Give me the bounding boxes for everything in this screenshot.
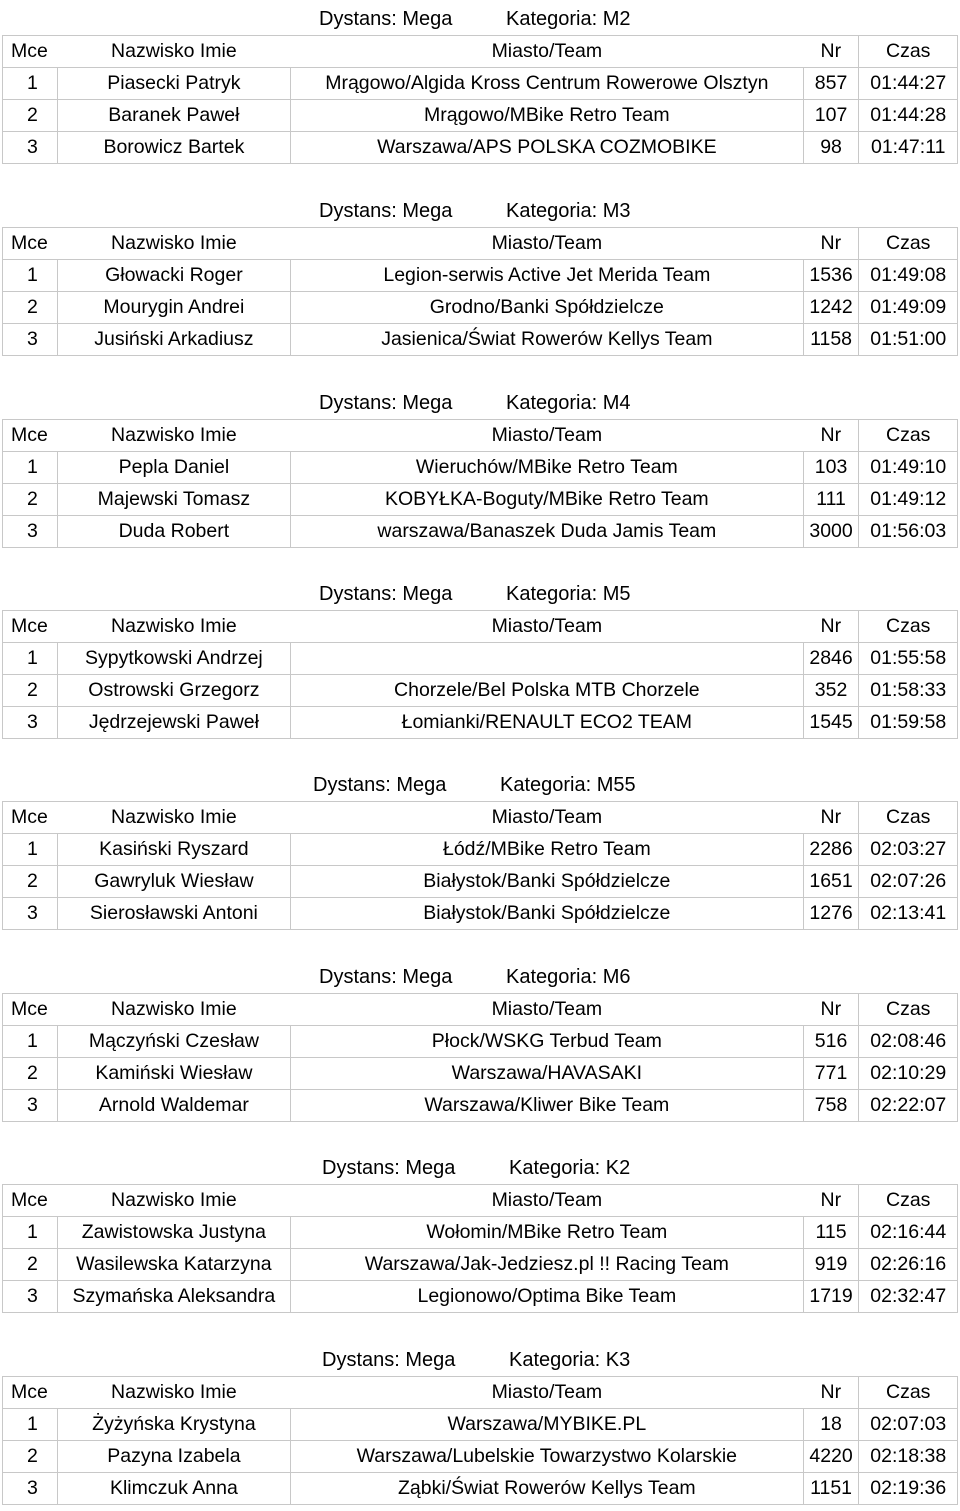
header-nr: Nr (803, 420, 859, 452)
cell-mce: 3 (3, 1090, 58, 1122)
cell-mce: 2 (3, 1441, 58, 1473)
cell-nr: 98 (803, 132, 859, 164)
header-mce: Mce (3, 802, 58, 834)
header-czas: Czas (859, 1377, 958, 1409)
table-row (3, 1281, 958, 1313)
table-row (3, 68, 958, 100)
table-header-row (3, 802, 958, 834)
cell-mce: 1 (3, 1026, 58, 1058)
cell-mce: 2 (3, 675, 58, 707)
cell-nr: 758 (803, 1090, 859, 1122)
cell-nr: 1158 (803, 324, 859, 356)
category-block (2, 577, 958, 739)
cell-team (291, 643, 804, 675)
table-row (3, 452, 958, 484)
results-table (2, 993, 958, 1122)
cell-mce: 3 (3, 516, 58, 548)
header-team: Miasto/Team (291, 36, 804, 68)
category-block (2, 960, 958, 1122)
cell-name: Sierosławski Antoni (57, 898, 290, 930)
cell-nr: 18 (803, 1409, 859, 1441)
distance-label: Dystans: Mega (313, 774, 447, 796)
cell-czas: 02:13:41 (859, 898, 958, 930)
table-header-row (3, 611, 958, 643)
table-row (3, 1249, 958, 1281)
cell-name: Majewski Tomasz (57, 484, 290, 516)
cell-mce: 2 (3, 484, 58, 516)
cell-czas: 02:32:47 (859, 1281, 958, 1313)
cell-team: Warszawa/HAVASAKI (291, 1058, 804, 1090)
cell-team: Legionowo/Optima Bike Team (291, 1281, 804, 1313)
table-header-row (3, 994, 958, 1026)
cell-team: Jasienica/Świat Rowerów Kellys Team (291, 324, 804, 356)
results-table (2, 1376, 958, 1505)
cell-mce: 3 (3, 132, 58, 164)
cell-nr: 103 (803, 452, 859, 484)
cell-mce: 3 (3, 898, 58, 930)
cell-czas: 01:55:58 (859, 643, 958, 675)
cell-name: Zawistowska Justyna (57, 1217, 290, 1249)
table-row (3, 484, 958, 516)
distance-label: Dystans: Mega (319, 966, 453, 988)
cell-czas: 02:26:16 (859, 1249, 958, 1281)
cell-mce: 1 (3, 452, 58, 484)
table-row (3, 707, 958, 739)
cell-nr: 771 (803, 1058, 859, 1090)
table-row (3, 1090, 958, 1122)
category-label: Kategoria: M6 (506, 966, 631, 988)
header-team: Miasto/Team (291, 611, 804, 643)
header-nr: Nr (803, 1185, 859, 1217)
header-czas: Czas (859, 802, 958, 834)
results-table (2, 610, 958, 739)
cell-nr: 919 (803, 1249, 859, 1281)
cell-mce: 2 (3, 1058, 58, 1090)
cell-team: Grodno/Banki Spółdzielcze (291, 292, 804, 324)
cell-name: Jędrzejewski Paweł (57, 707, 290, 739)
cell-name: Kasiński Ryszard (57, 834, 290, 866)
table-row (3, 324, 958, 356)
cell-name: Sypytkowski Andrzej (57, 643, 290, 675)
cell-czas: 01:44:27 (859, 68, 958, 100)
cell-team: Warszawa/Kliwer Bike Team (291, 1090, 804, 1122)
table-row (3, 292, 958, 324)
category-label: Kategoria: M4 (506, 392, 631, 414)
cell-czas: 02:16:44 (859, 1217, 958, 1249)
category-label: Kategoria: M5 (506, 583, 631, 605)
header-name: Nazwisko Imie (57, 994, 290, 1026)
table-row (3, 1217, 958, 1249)
table-header-row (3, 1377, 958, 1409)
cell-name: Piasecki Patryk (57, 68, 290, 100)
cell-mce: 2 (3, 866, 58, 898)
cell-name: Arnold Waldemar (57, 1090, 290, 1122)
table-row (3, 866, 958, 898)
cell-nr: 4220 (803, 1441, 859, 1473)
cell-mce: 1 (3, 1217, 58, 1249)
cell-czas: 02:19:36 (859, 1473, 958, 1505)
cell-name: Jusiński Arkadiusz (57, 324, 290, 356)
header-mce: Mce (3, 228, 58, 260)
cell-team: Warszawa/MYBIKE.PL (291, 1409, 804, 1441)
cell-nr: 1276 (803, 898, 859, 930)
distance-label: Dystans: Mega (319, 392, 453, 414)
cell-name: Baranek Paweł (57, 100, 290, 132)
cell-nr: 1719 (803, 1281, 859, 1313)
table-row (3, 260, 958, 292)
cell-team: Płock/WSKG Terbud Team (291, 1026, 804, 1058)
table-header-row (3, 1185, 958, 1217)
cell-team: Łódź/MBike Retro Team (291, 834, 804, 866)
table-header-row (3, 228, 958, 260)
cell-czas: 02:22:07 (859, 1090, 958, 1122)
category-block (2, 1343, 958, 1505)
header-mce: Mce (3, 611, 58, 643)
header-name: Nazwisko Imie (57, 1377, 290, 1409)
cell-czas: 02:08:46 (859, 1026, 958, 1058)
cell-czas: 02:10:29 (859, 1058, 958, 1090)
cell-nr: 111 (803, 484, 859, 516)
cell-team: Łomianki/RENAULT ECO2 TEAM (291, 707, 804, 739)
cell-mce: 3 (3, 707, 58, 739)
cell-czas: 01:49:12 (859, 484, 958, 516)
results-table (2, 35, 958, 164)
cell-nr: 3000 (803, 516, 859, 548)
header-mce: Mce (3, 36, 58, 68)
header-nr: Nr (803, 802, 859, 834)
cell-czas: 01:59:58 (859, 707, 958, 739)
distance-label: Dystans: Mega (322, 1157, 456, 1179)
cell-name: Ostrowski Grzegorz (57, 675, 290, 707)
cell-nr: 1536 (803, 260, 859, 292)
table-row (3, 834, 958, 866)
cell-czas: 01:49:08 (859, 260, 958, 292)
results-table (2, 227, 958, 356)
cell-nr: 107 (803, 100, 859, 132)
cell-czas: 02:07:03 (859, 1409, 958, 1441)
cell-name: Mączyński Czesław (57, 1026, 290, 1058)
cell-czas: 02:03:27 (859, 834, 958, 866)
cell-czas: 01:44:28 (859, 100, 958, 132)
cell-nr: 857 (803, 68, 859, 100)
header-name: Nazwisko Imie (57, 802, 290, 834)
header-czas: Czas (859, 611, 958, 643)
table-row (3, 675, 958, 707)
header-name: Nazwisko Imie (57, 611, 290, 643)
cell-czas: 01:58:33 (859, 675, 958, 707)
header-team: Miasto/Team (291, 994, 804, 1026)
cell-name: Kamiński Wiesław (57, 1058, 290, 1090)
table-row (3, 1058, 958, 1090)
category-block (2, 386, 958, 548)
category-title (2, 960, 958, 993)
cell-team: Białystok/Banki Spółdzielcze (291, 898, 804, 930)
header-nr: Nr (803, 611, 859, 643)
cell-team: warszawa/Banaszek Duda Jamis Team (291, 516, 804, 548)
cell-czas: 02:18:38 (859, 1441, 958, 1473)
cell-team: Mrągowo/Algida Kross Centrum Rowerowe Olsztyn (291, 68, 804, 100)
header-mce: Mce (3, 1377, 58, 1409)
cell-team: Wieruchów/MBike Retro Team (291, 452, 804, 484)
cell-team: Wołomin/MBike Retro Team (291, 1217, 804, 1249)
category-block (2, 194, 958, 356)
cell-mce: 1 (3, 68, 58, 100)
category-block (2, 2, 958, 164)
table-row (3, 1026, 958, 1058)
cell-czas: 01:56:03 (859, 516, 958, 548)
cell-mce: 2 (3, 292, 58, 324)
distance-label: Dystans: Mega (319, 8, 453, 30)
cell-nr: 1151 (803, 1473, 859, 1505)
category-title (2, 768, 958, 801)
header-name: Nazwisko Imie (57, 1185, 290, 1217)
distance-label: Dystans: Mega (319, 200, 453, 222)
table-row (3, 1409, 958, 1441)
cell-czas: 01:51:00 (859, 324, 958, 356)
header-nr: Nr (803, 228, 859, 260)
distance-label: Dystans: Mega (319, 583, 453, 605)
cell-nr: 1651 (803, 866, 859, 898)
cell-team: Warszawa/APS POLSKA COZMOBIKE (291, 132, 804, 164)
cell-name: Szymańska Aleksandra (57, 1281, 290, 1313)
header-team: Miasto/Team (291, 802, 804, 834)
cell-name: Wasilewska Katarzyna (57, 1249, 290, 1281)
cell-czas: 02:07:26 (859, 866, 958, 898)
category-label: Kategoria: K3 (509, 1349, 631, 1371)
category-title (2, 1151, 958, 1184)
distance-label: Dystans: Mega (322, 1349, 456, 1371)
category-title (2, 194, 958, 227)
results-table (2, 419, 958, 548)
table-header-row (3, 420, 958, 452)
header-mce: Mce (3, 994, 58, 1026)
cell-mce: 3 (3, 324, 58, 356)
header-name: Nazwisko Imie (57, 420, 290, 452)
header-name: Nazwisko Imie (57, 36, 290, 68)
cell-czas: 01:49:09 (859, 292, 958, 324)
cell-team: Mrągowo/MBike Retro Team (291, 100, 804, 132)
cell-nr: 115 (803, 1217, 859, 1249)
cell-name: Gawryluk Wiesław (57, 866, 290, 898)
cell-czas: 01:49:10 (859, 452, 958, 484)
table-row (3, 643, 958, 675)
header-name: Nazwisko Imie (57, 228, 290, 260)
results-table (2, 801, 958, 930)
cell-team: Legion-serwis Active Jet Merida Team (291, 260, 804, 292)
header-nr: Nr (803, 994, 859, 1026)
header-mce: Mce (3, 1185, 58, 1217)
cell-czas: 01:47:11 (859, 132, 958, 164)
cell-mce: 1 (3, 643, 58, 675)
category-title (2, 386, 958, 419)
cell-name: Pazyna Izabela (57, 1441, 290, 1473)
cell-name: Klimczuk Anna (57, 1473, 290, 1505)
cell-mce: 1 (3, 1409, 58, 1441)
category-title (2, 2, 958, 35)
cell-team: Białystok/Banki Spółdzielcze (291, 866, 804, 898)
header-nr: Nr (803, 36, 859, 68)
header-team: Miasto/Team (291, 228, 804, 260)
category-block (2, 768, 958, 930)
header-czas: Czas (859, 36, 958, 68)
cell-name: Mourygin Andrei (57, 292, 290, 324)
cell-name: Pepla Daniel (57, 452, 290, 484)
cell-nr: 1545 (803, 707, 859, 739)
header-czas: Czas (859, 994, 958, 1026)
category-label: Kategoria: M2 (506, 8, 631, 30)
table-row (3, 1473, 958, 1505)
table-row (3, 100, 958, 132)
header-mce: Mce (3, 420, 58, 452)
cell-mce: 3 (3, 1473, 58, 1505)
header-nr: Nr (803, 1377, 859, 1409)
cell-nr: 516 (803, 1026, 859, 1058)
table-row (3, 516, 958, 548)
category-block (2, 1151, 958, 1313)
cell-team: Warszawa/Jak-Jedziesz.pl !! Racing Team (291, 1249, 804, 1281)
cell-team: Ząbki/Świat Rowerów Kellys Team (291, 1473, 804, 1505)
cell-name: Głowacki Roger (57, 260, 290, 292)
cell-mce: 1 (3, 834, 58, 866)
cell-nr: 2286 (803, 834, 859, 866)
results-table (2, 1184, 958, 1313)
cell-nr: 1242 (803, 292, 859, 324)
header-team: Miasto/Team (291, 1185, 804, 1217)
cell-team: Warszawa/Lubelskie Towarzystwo Kolarskie (291, 1441, 804, 1473)
header-team: Miasto/Team (291, 420, 804, 452)
cell-team: KOBYŁKA-Boguty/MBike Retro Team (291, 484, 804, 516)
header-czas: Czas (859, 1185, 958, 1217)
category-label: Kategoria: K2 (509, 1157, 631, 1179)
table-row (3, 898, 958, 930)
cell-mce: 3 (3, 1281, 58, 1313)
header-team: Miasto/Team (291, 1377, 804, 1409)
category-title (2, 1343, 958, 1376)
cell-nr: 352 (803, 675, 859, 707)
table-row (3, 1441, 958, 1473)
category-label: Kategoria: M3 (506, 200, 631, 222)
category-label: Kategoria: M55 (500, 774, 636, 796)
category-title (2, 577, 958, 610)
header-czas: Czas (859, 228, 958, 260)
cell-mce: 1 (3, 260, 58, 292)
cell-team: Chorzele/Bel Polska MTB Chorzele (291, 675, 804, 707)
cell-mce: 2 (3, 1249, 58, 1281)
table-header-row (3, 36, 958, 68)
cell-name: Duda Robert (57, 516, 290, 548)
cell-name: Borowicz Bartek (57, 132, 290, 164)
table-row (3, 132, 958, 164)
header-czas: Czas (859, 420, 958, 452)
cell-mce: 2 (3, 100, 58, 132)
cell-name: Żyżyńska Krystyna (57, 1409, 290, 1441)
cell-nr: 2846 (803, 643, 859, 675)
